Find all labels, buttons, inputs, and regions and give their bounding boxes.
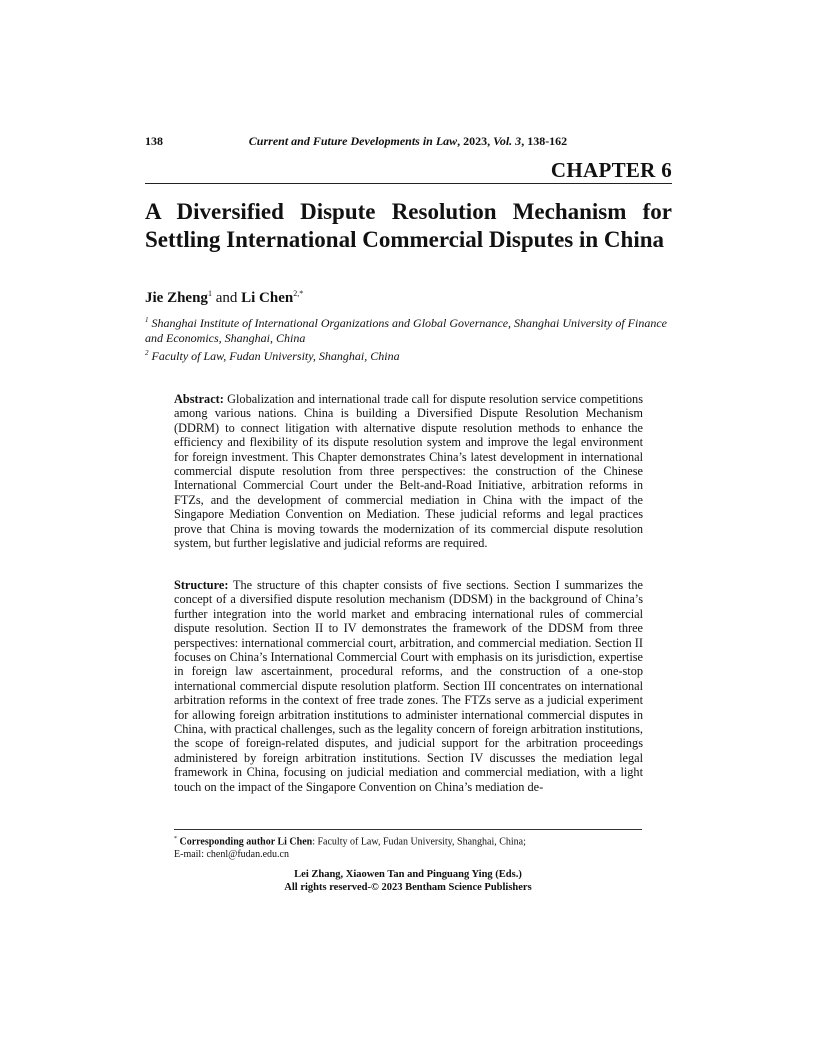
structure-text: The structure of this chapter consists of five sections. Section I summarizes the concept of a diversified dispute resolution mechanism (DDSM) in the background of China’s further integration into the world market and embracing international rules of commercial dispute resolution. Section II to IV demonstrates the framework of the DDSM from three perspectives: international commercial court, arbitration, and commercial mediation. Section II focuses on China’s International Commercial Court with emphasis on its jurisdiction, expertise in foreign law ascertainment, procedural reforms, and the construction of a one-stop international commercial dispute resolution platform. Section III concentrates on international arbitration reforms in the context of free trade zones. The FTZs serve as a judicial experiment for allowing foreign arbitration institutions to administer international commercial disputes in China, with practical challenges, such as the legality concern of foreign arbitration institutions, the scope of foreign-related disputes, and judicial support for the arbitration proceedings administered by foreign arbitration institutions. Section IV discusses the mediation legal framework in China, focusing on judicial mediation and commercial mediation, with a light touch on the impact of the Singapore Convention on China’s mediation de- xyxy=(174,578,643,794)
author-line xyxy=(145,289,303,307)
footnote-divider xyxy=(174,829,642,830)
footnote-email: E-mail: chenl@fudan.edu.cn xyxy=(174,849,289,861)
journal-volume: Vol. 3 xyxy=(493,134,522,148)
abstract-text: Globalization and international trade call for dispute resolution service competitions among various nations. China is building a Diversified Dispute Resolution Mechanism (DDRM) to connect litigation with alternative dispute resolution methods to enhance the efficiency and flexibility of its dispute resolution system and improve the legal environment for foreign investment. This Chapter demonstrates China’s latest development in international commercial dispute resolution from three perspectives: the construction of the Chinese International Commercial Court under the Belt-and-Road Initiative, arbitration reforms in FTZs, and the development of commercial mediation in China with the impact of the Singapore Mediation Convention on Mediation. These judicial reforms and legal practices prove that China is moving towards the modernization of its commercial dispute resolution system, but further legislative and judicial reforms are required. xyxy=(174,392,643,551)
abstract-label: Abstract: xyxy=(174,392,224,406)
structure-paragraph xyxy=(174,578,643,794)
author-affil-marker: 2,* xyxy=(293,289,304,298)
running-header xyxy=(0,134,816,149)
affiliation-marker: 1 xyxy=(145,316,149,324)
journal-year: , 2023, xyxy=(457,134,494,148)
footnote-label: Corresponding author Li Chen xyxy=(177,836,313,848)
author-conjunction: and xyxy=(211,290,242,306)
affiliation xyxy=(145,313,675,346)
editors-line: Lei Zhang, Xiaowen Tan and Pinguang Ying (Eds.) xyxy=(294,869,522,880)
affiliation xyxy=(145,346,675,364)
affiliation-text: Shanghai Institute of International Organizations and Global Governance, Shanghai University of Finance and Economics, Shanghai, China xyxy=(145,316,668,345)
footnote-line xyxy=(174,833,644,848)
footnote-text: : Faculty of Law, Fudan University, Shanghai, China; xyxy=(312,836,526,848)
footnote-marker: * xyxy=(174,836,177,842)
editors-block xyxy=(0,868,816,894)
chapter-divider xyxy=(145,183,672,184)
page-number: 138 xyxy=(145,134,163,148)
author-affil-marker: 1 xyxy=(207,289,212,298)
footnote xyxy=(174,833,644,861)
journal-name: Current and Future Developments in Law xyxy=(248,134,458,148)
chapter-title: A Diversified Dispute Resolution Mechanism for Settling International Commercial Disputes in China xyxy=(145,199,672,252)
structure-label: Structure: xyxy=(174,578,229,592)
copyright-line: All rights reserved-© 2023 Bentham Science Publishers xyxy=(284,882,532,893)
affiliation-marker: 2 xyxy=(145,349,149,357)
journal-pages: , 138-162 xyxy=(521,134,568,148)
author-name: Li Chen xyxy=(241,290,294,306)
chapter-label: CHAPTER 6 xyxy=(550,158,672,182)
author-name: Jie Zheng xyxy=(145,290,208,306)
abstract-paragraph xyxy=(174,392,643,550)
affiliation-text: Faculty of Law, Fudan University, Shanghai, China xyxy=(148,349,400,363)
